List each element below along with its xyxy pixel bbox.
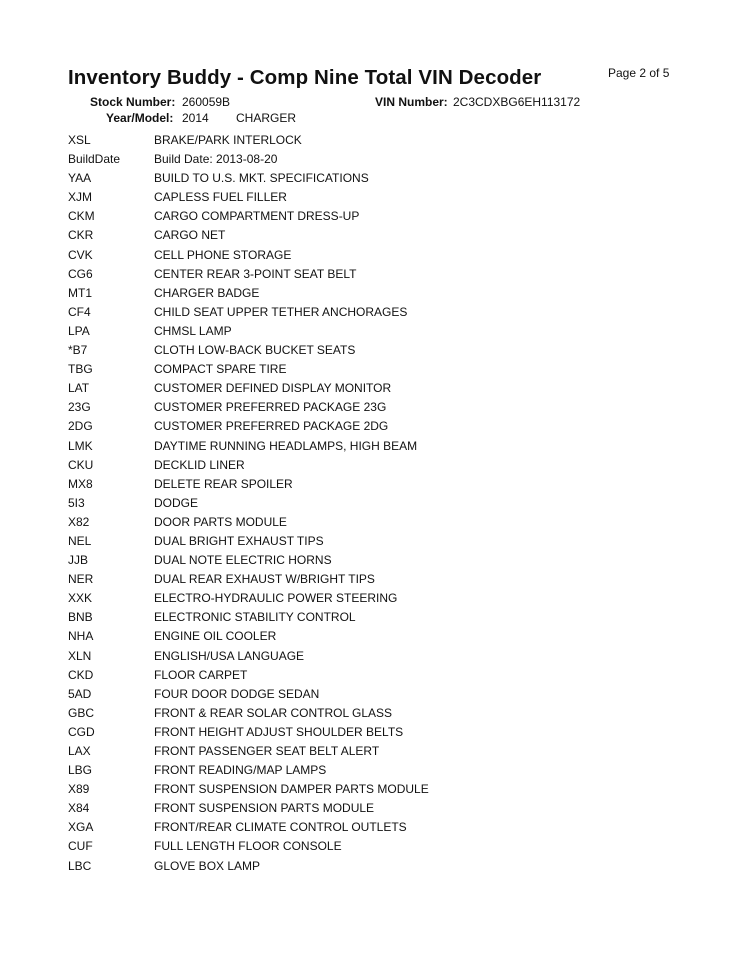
option-description: FRONT READING/MAP LAMPS <box>154 763 327 778</box>
option-description: DODGE <box>154 495 199 510</box>
list-item <box>68 570 688 589</box>
option-description: FRONT/REAR CLIMATE CONTROL OUTLETS <box>154 820 407 835</box>
list-item <box>68 723 688 742</box>
list-item <box>68 513 688 532</box>
option-description: GLOVE BOX LAMP <box>154 858 261 873</box>
option-description: DUAL REAR EXHAUST W/BRIGHT TIPS <box>154 572 375 587</box>
option-code: NER <box>68 572 94 587</box>
list-item <box>68 131 688 150</box>
option-code: X84 <box>68 801 90 816</box>
list-item <box>68 398 688 417</box>
option-description: FLOOR CARPET <box>154 667 248 682</box>
option-description: FRONT PASSENGER SEAT BELT ALERT <box>154 744 380 758</box>
option-description: ELECTRONIC STABILITY CONTROL <box>154 610 356 625</box>
option-code: CKD <box>68 667 94 682</box>
option-description: CHARGER BADGE <box>154 285 260 300</box>
option-code-list <box>68 131 688 876</box>
option-code: YAA <box>68 171 92 186</box>
option-code: X82 <box>68 514 90 529</box>
model-value: CHARGER <box>236 111 297 125</box>
option-code: CG6 <box>68 266 93 281</box>
option-description: CHMSL LAMP <box>154 323 232 338</box>
option-code: 2DG <box>68 419 93 434</box>
list-item <box>68 589 688 608</box>
list-item <box>68 857 688 876</box>
option-code: CKU <box>68 457 94 472</box>
option-description: DUAL BRIGHT EXHAUST TIPS <box>154 533 324 548</box>
option-description: DECKLID LINER <box>154 457 245 472</box>
option-description: CELL PHONE STORAGE <box>154 247 292 262</box>
option-code: BNB <box>68 610 93 625</box>
option-code: XGA <box>68 820 94 835</box>
year-model-label: Year/Model: <box>106 111 174 125</box>
list-item <box>68 188 688 207</box>
option-code: XXK <box>68 591 93 606</box>
option-code: MT1 <box>68 285 92 300</box>
option-code: 23G <box>68 400 91 415</box>
option-code: CKM <box>68 209 95 224</box>
option-code: CUF <box>68 839 93 854</box>
option-description: ELECTRO-HYDRAULIC POWER STEERING <box>154 591 398 606</box>
list-item <box>68 685 688 704</box>
option-code: LAT <box>68 381 90 396</box>
option-code: LPA <box>68 323 90 338</box>
option-code: MX8 <box>68 476 93 491</box>
list-item <box>68 284 688 303</box>
option-code: LBC <box>68 858 92 873</box>
option-description: DOOR PARTS MODULE <box>154 514 287 529</box>
option-code: NHA <box>68 629 94 644</box>
stock-number-value: 260059B <box>182 95 231 109</box>
option-code: X89 <box>68 782 90 797</box>
list-item <box>68 799 688 818</box>
list-item <box>68 246 688 265</box>
option-description: CUSTOMER DEFINED DISPLAY MONITOR <box>154 381 392 396</box>
option-description: FOUR DOOR DODGE SEDAN <box>154 686 320 701</box>
list-item <box>68 417 688 436</box>
option-description: Build Date: 2013-08-20 <box>154 152 278 167</box>
option-code: XLN <box>68 648 92 663</box>
option-description: DAYTIME RUNNING HEADLAMPS, HIGH BEAM <box>154 438 418 453</box>
option-code: CF4 <box>68 304 91 319</box>
option-description: FRONT SUSPENSION DAMPER PARTS MODULE <box>154 782 429 797</box>
option-code: LBG <box>68 763 93 778</box>
option-code: LMK <box>68 438 93 453</box>
list-item <box>68 437 688 456</box>
list-item <box>68 303 688 322</box>
option-code: LAX <box>68 744 91 758</box>
option-description: FULL LENGTH FLOOR CONSOLE <box>154 839 342 854</box>
option-code: XJM <box>68 190 92 205</box>
list-item <box>68 704 688 723</box>
list-item <box>68 780 688 799</box>
list-item <box>68 494 688 513</box>
option-code: XSL <box>68 133 91 147</box>
option-description: DUAL NOTE ELECTRIC HORNS <box>154 553 332 568</box>
list-item <box>68 666 688 685</box>
option-code: NEL <box>68 533 92 548</box>
option-description: BRAKE/PARK INTERLOCK <box>154 133 302 147</box>
option-code: JJB <box>68 553 89 568</box>
list-item <box>68 742 688 761</box>
option-code: CGD <box>68 724 95 739</box>
list-item <box>68 475 688 494</box>
list-item <box>68 647 688 666</box>
page-number: Page 2 of 5 <box>608 66 670 80</box>
list-item <box>68 837 688 856</box>
option-description: DELETE REAR SPOILER <box>154 476 293 491</box>
option-description: FRONT SUSPENSION PARTS MODULE <box>154 801 375 816</box>
option-description: ENGINE OIL COOLER <box>154 629 277 644</box>
option-description: CLOTH LOW-BACK BUCKET SEATS <box>154 343 356 358</box>
vin-number-label: VIN Number: <box>375 95 448 109</box>
list-item <box>68 627 688 646</box>
option-code: CVK <box>68 247 93 262</box>
option-code: CKR <box>68 228 94 243</box>
option-description: CUSTOMER PREFERRED PACKAGE 2DG <box>154 419 389 434</box>
list-item <box>68 150 688 169</box>
option-description: CENTER REAR 3-POINT SEAT BELT <box>154 266 357 281</box>
list-item <box>68 608 688 627</box>
option-description: CAPLESS FUEL FILLER <box>154 190 287 205</box>
list-item <box>68 818 688 837</box>
option-description: CARGO NET <box>154 228 226 243</box>
year-value: 2014 <box>182 111 209 125</box>
option-code: *B7 <box>68 343 88 358</box>
option-code: TBG <box>68 362 93 377</box>
option-description: COMPACT SPARE TIRE <box>154 362 287 377</box>
option-description: ENGLISH/USA LANGUAGE <box>154 648 305 663</box>
option-description: CUSTOMER PREFERRED PACKAGE 23G <box>154 400 387 415</box>
list-item <box>68 761 688 780</box>
option-code: 5I3 <box>68 495 85 510</box>
list-item <box>68 360 688 379</box>
list-item <box>68 551 688 570</box>
option-description: BUILD TO U.S. MKT. SPECIFICATIONS <box>154 171 369 186</box>
list-item <box>68 207 688 226</box>
option-code: BuildDate <box>68 152 121 167</box>
option-description: FRONT HEIGHT ADJUST SHOULDER BELTS <box>154 724 404 739</box>
option-code: GBC <box>68 705 95 720</box>
option-description: FRONT & REAR SOLAR CONTROL GLASS <box>154 705 393 720</box>
option-description: CARGO COMPARTMENT DRESS-UP <box>154 209 360 224</box>
vin-number-value: 2C3CDXBG6EH113172 <box>453 95 581 109</box>
option-code: 5AD <box>68 686 92 701</box>
page-title: Inventory Buddy - Comp Nine Total VIN Decoder <box>68 66 542 89</box>
list-item <box>68 532 688 551</box>
list-item <box>68 456 688 475</box>
option-description: CHILD SEAT UPPER TETHER ANCHORAGES <box>154 304 408 319</box>
list-item <box>68 169 688 188</box>
list-item <box>68 379 688 398</box>
list-item <box>68 341 688 360</box>
list-item <box>68 322 688 341</box>
list-item <box>68 226 688 245</box>
list-item <box>68 265 688 284</box>
stock-number-label: Stock Number: <box>90 95 176 109</box>
